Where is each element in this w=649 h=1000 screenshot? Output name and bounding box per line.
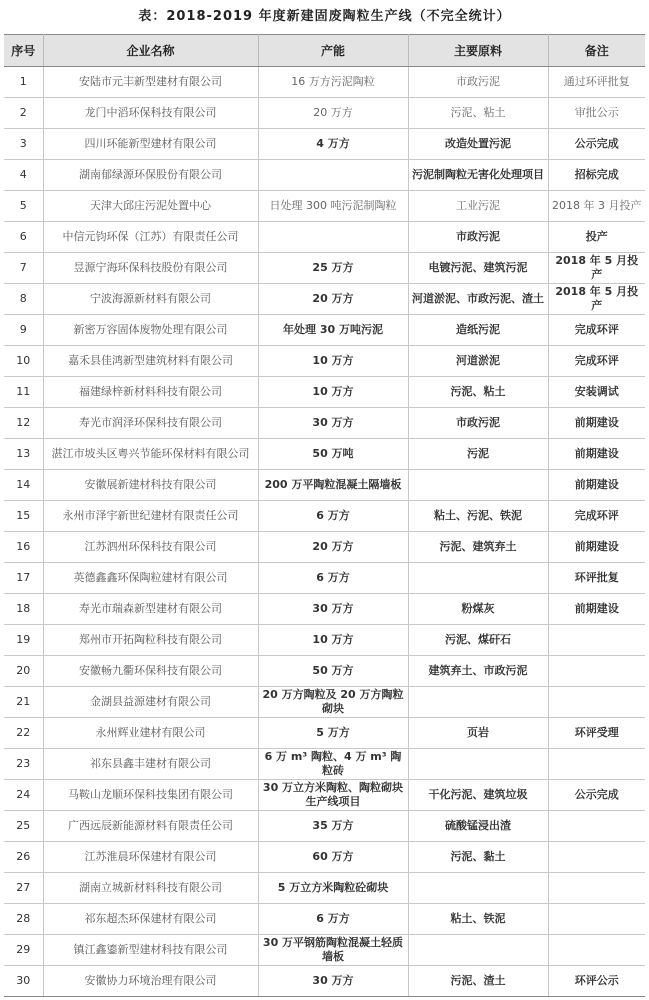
cell-seq: 4 <box>4 160 43 191</box>
cell-seq: 14 <box>4 470 43 501</box>
cell-note <box>548 935 645 966</box>
cell-company: 江苏泗州环保科技有限公司 <box>43 532 258 563</box>
cell-material: 污泥、粘土 <box>408 98 548 129</box>
cell-capacity: 30 万立方米陶粒、陶粒砌块生产线项目 <box>258 780 408 811</box>
cell-capacity: 6 万方 <box>258 904 408 935</box>
cell-capacity: 20 万方陶粒及 20 万方陶粒砌块 <box>258 687 408 718</box>
cell-material: 污泥、煤矸石 <box>408 625 548 656</box>
cell-note: 完成环评 <box>548 346 645 377</box>
table-row <box>4 656 645 687</box>
cell-company: 郑州市开拓陶粒科技有限公司 <box>43 625 258 656</box>
cell-material: 干化污泥、建筑垃圾 <box>408 780 548 811</box>
cell-note: 完成环评 <box>548 315 645 346</box>
cell-material: 硫酸锰浸出渣 <box>408 811 548 842</box>
cell-material <box>408 470 548 501</box>
cell-material: 市政污泥 <box>408 222 548 253</box>
cell-material: 污泥 <box>408 439 548 470</box>
cell-note <box>548 656 645 687</box>
cell-capacity: 60 万方 <box>258 842 408 873</box>
cell-capacity: 6 万 m³ 陶粒、4 万 m³ 陶粒砖 <box>258 749 408 780</box>
cell-company: 湖南郁绿源环保股份有限公司 <box>43 160 258 191</box>
table-row <box>4 532 645 563</box>
table-row <box>4 718 645 749</box>
cell-seq: 11 <box>4 377 43 408</box>
table-row <box>4 315 645 346</box>
cell-capacity: 30 万方 <box>258 966 408 997</box>
cell-seq: 7 <box>4 253 43 284</box>
table-row <box>4 842 645 873</box>
cell-capacity: 5 万方 <box>258 718 408 749</box>
cell-note: 审批公示 <box>548 98 645 129</box>
cell-note: 完成环评 <box>548 501 645 532</box>
cell-note: 前期建设 <box>548 532 645 563</box>
cell-note <box>548 625 645 656</box>
cell-seq: 20 <box>4 656 43 687</box>
cell-capacity <box>258 160 408 191</box>
table-row <box>4 687 645 718</box>
cell-note <box>548 904 645 935</box>
cell-company: 龙门中滔环保科技有限公司 <box>43 98 258 129</box>
cell-material: 页岩 <box>408 718 548 749</box>
table-row <box>4 594 645 625</box>
table-row <box>4 284 645 315</box>
cell-note: 安装调试 <box>548 377 645 408</box>
table-row <box>4 222 645 253</box>
cell-capacity: 10 万方 <box>258 346 408 377</box>
cell-note: 前期建设 <box>548 470 645 501</box>
cell-company: 天津大邱庄污泥处置中心 <box>43 191 258 222</box>
cell-capacity: 30 万方 <box>258 408 408 439</box>
cell-capacity: 20 万方 <box>258 98 408 129</box>
cell-seq: 19 <box>4 625 43 656</box>
cell-note: 环评公示 <box>548 966 645 997</box>
cell-capacity: 50 万吨 <box>258 439 408 470</box>
cell-capacity: 20 万方 <box>258 532 408 563</box>
cell-note: 前期建设 <box>548 594 645 625</box>
cell-material: 污泥、黏土 <box>408 842 548 873</box>
cell-company: 寿光市瑞森新型建材有限公司 <box>43 594 258 625</box>
cell-seq: 22 <box>4 718 43 749</box>
cell-capacity: 200 万平陶粒混凝土隔墙板 <box>258 470 408 501</box>
cell-seq: 5 <box>4 191 43 222</box>
cell-material: 市政污泥 <box>408 67 548 98</box>
cell-material: 市政污泥 <box>408 408 548 439</box>
cell-company: 湖南立城新材料科技有限公司 <box>43 873 258 904</box>
cell-note: 通过环评批复 <box>548 67 645 98</box>
cell-material: 粘土、污泥、铁泥 <box>408 501 548 532</box>
cell-company: 祁东县鑫丰建材有限公司 <box>43 749 258 780</box>
header-seq: 序号 <box>4 35 43 67</box>
cell-seq: 12 <box>4 408 43 439</box>
cell-note <box>548 749 645 780</box>
table-row <box>4 873 645 904</box>
header-row <box>4 35 645 67</box>
cell-seq: 28 <box>4 904 43 935</box>
header-material: 主要原料 <box>408 35 548 67</box>
table-row <box>4 563 645 594</box>
cell-material: 污泥、渣土 <box>408 966 548 997</box>
table-row <box>4 253 645 284</box>
cell-note: 前期建设 <box>548 408 645 439</box>
table-row <box>4 470 645 501</box>
cell-material: 粉煤灰 <box>408 594 548 625</box>
cell-note: 环评受理 <box>548 718 645 749</box>
cell-seq: 1 <box>4 67 43 98</box>
cell-note: 招标完成 <box>548 160 645 191</box>
cell-capacity: 5 万立方米陶粒砼砌块 <box>258 873 408 904</box>
cell-material <box>408 749 548 780</box>
cell-company: 安徽协力环境治理有限公司 <box>43 966 258 997</box>
cell-material: 建筑弃土、市政污泥 <box>408 656 548 687</box>
cell-seq: 26 <box>4 842 43 873</box>
table-row <box>4 935 645 966</box>
table-row <box>4 377 645 408</box>
cell-material <box>408 873 548 904</box>
cell-note <box>548 842 645 873</box>
cell-company: 福建绿梓新材料科技有限公司 <box>43 377 258 408</box>
cell-note: 公示完成 <box>548 129 645 160</box>
table-row <box>4 160 645 191</box>
cell-capacity: 20 万方 <box>258 284 408 315</box>
cell-capacity: 25 万方 <box>258 253 408 284</box>
table-row <box>4 67 645 98</box>
cell-capacity: 日处理 300 吨污泥制陶粒 <box>258 191 408 222</box>
cell-seq: 13 <box>4 439 43 470</box>
header-capacity: 产能 <box>258 35 408 67</box>
cell-company: 寿光市润泽环保科技有限公司 <box>43 408 258 439</box>
cell-company: 安陆市元丰新型建材有限公司 <box>43 67 258 98</box>
table-row <box>4 749 645 780</box>
table-row <box>4 439 645 470</box>
cell-company: 金湖县益源建材有限公司 <box>43 687 258 718</box>
table-row <box>4 966 645 997</box>
cell-capacity: 10 万方 <box>258 377 408 408</box>
cell-seq: 9 <box>4 315 43 346</box>
cell-note: 前期建设 <box>548 439 645 470</box>
cell-material: 污泥制陶粒无害化处理项目 <box>408 160 548 191</box>
cell-company: 嘉禾县佳鸿新型建筑材料有限公司 <box>43 346 258 377</box>
cell-seq: 2 <box>4 98 43 129</box>
cell-note: 环评批复 <box>548 563 645 594</box>
cell-company: 昱源宁海环保科技股份有限公司 <box>43 253 258 284</box>
cell-note: 投产 <box>548 222 645 253</box>
cell-seq: 21 <box>4 687 43 718</box>
cell-seq: 18 <box>4 594 43 625</box>
cell-company: 镇江鑫鎏新型建材科技有限公司 <box>43 935 258 966</box>
cell-capacity: 50 万方 <box>258 656 408 687</box>
cell-capacity: 10 万方 <box>258 625 408 656</box>
table-row <box>4 346 645 377</box>
cell-seq: 29 <box>4 935 43 966</box>
data-table <box>4 34 645 997</box>
cell-material: 污泥、建筑弃土 <box>408 532 548 563</box>
cell-capacity: 6 万方 <box>258 501 408 532</box>
cell-capacity: 年处理 30 万吨污泥 <box>258 315 408 346</box>
cell-note: 公示完成 <box>548 780 645 811</box>
cell-seq: 30 <box>4 966 43 997</box>
cell-company: 湛江市坡头区粤兴节能环保材料有限公司 <box>43 439 258 470</box>
cell-company: 永州辉业建材有限公司 <box>43 718 258 749</box>
table-row <box>4 811 645 842</box>
cell-material: 河道淤泥 <box>408 346 548 377</box>
cell-company: 宁波海源新材料有限公司 <box>43 284 258 315</box>
cell-seq: 10 <box>4 346 43 377</box>
cell-seq: 27 <box>4 873 43 904</box>
cell-seq: 6 <box>4 222 43 253</box>
cell-note: 2018 年 5 月投产 <box>548 284 645 315</box>
table-row <box>4 191 645 222</box>
cell-company: 祁东超杰环保建材有限公司 <box>43 904 258 935</box>
cell-company: 永州市泽宇新世纪建材有限责任公司 <box>43 501 258 532</box>
cell-seq: 25 <box>4 811 43 842</box>
cell-note: 2018 年 3 月投产 <box>548 191 645 222</box>
cell-note: 2018 年 5 月投产 <box>548 253 645 284</box>
cell-company: 中信元钧环保（江苏）有限责任公司 <box>43 222 258 253</box>
cell-material <box>408 935 548 966</box>
cell-seq: 24 <box>4 780 43 811</box>
cell-material: 工业污泥 <box>408 191 548 222</box>
table-row <box>4 780 645 811</box>
cell-company: 安徽展新建材科技有限公司 <box>43 470 258 501</box>
cell-material: 改造处置污泥 <box>408 129 548 160</box>
table-row <box>4 129 645 160</box>
cell-seq: 15 <box>4 501 43 532</box>
table-row <box>4 904 645 935</box>
cell-company: 江苏淮晨环保建材有限公司 <box>43 842 258 873</box>
cell-seq: 8 <box>4 284 43 315</box>
cell-capacity: 6 万方 <box>258 563 408 594</box>
table-row <box>4 501 645 532</box>
cell-note <box>548 811 645 842</box>
header-note: 备注 <box>548 35 645 67</box>
cell-capacity: 16 万方污泥陶粒 <box>258 67 408 98</box>
header-company: 企业名称 <box>43 35 258 67</box>
cell-seq: 17 <box>4 563 43 594</box>
cell-note <box>548 687 645 718</box>
table-row <box>4 98 645 129</box>
cell-company: 四川环能新型建材有限公司 <box>43 129 258 160</box>
table-row <box>4 625 645 656</box>
cell-capacity: 35 万方 <box>258 811 408 842</box>
cell-company: 广西远辰新能源材料有限责任公司 <box>43 811 258 842</box>
cell-seq: 3 <box>4 129 43 160</box>
cell-seq: 23 <box>4 749 43 780</box>
cell-capacity: 30 万平钢筋陶粒混凝土轻质墙板 <box>258 935 408 966</box>
cell-material: 造纸污泥 <box>408 315 548 346</box>
cell-material <box>408 563 548 594</box>
cell-company: 新密万容固体废物处理有限公司 <box>43 315 258 346</box>
cell-capacity: 30 万方 <box>258 594 408 625</box>
cell-capacity: 4 万方 <box>258 129 408 160</box>
cell-material <box>408 687 548 718</box>
table-row <box>4 408 645 439</box>
cell-material: 电镀污泥、建筑污泥 <box>408 253 548 284</box>
cell-note <box>548 873 645 904</box>
cell-material: 粘土、铁泥 <box>408 904 548 935</box>
cell-company: 英德鑫鑫环保陶粒建材有限公司 <box>43 563 258 594</box>
cell-company: 安徽畅九衢环保科技有限公司 <box>43 656 258 687</box>
cell-material: 河道淤泥、市政污泥、渣土 <box>408 284 548 315</box>
table-title: 表：2018-2019 年度新建固废陶粒生产线（不完全统计） <box>138 9 511 24</box>
cell-company: 马鞍山龙顺环保科技集团有限公司 <box>43 780 258 811</box>
cell-capacity <box>258 222 408 253</box>
cell-material: 污泥、粘土 <box>408 377 548 408</box>
cell-seq: 16 <box>4 532 43 563</box>
